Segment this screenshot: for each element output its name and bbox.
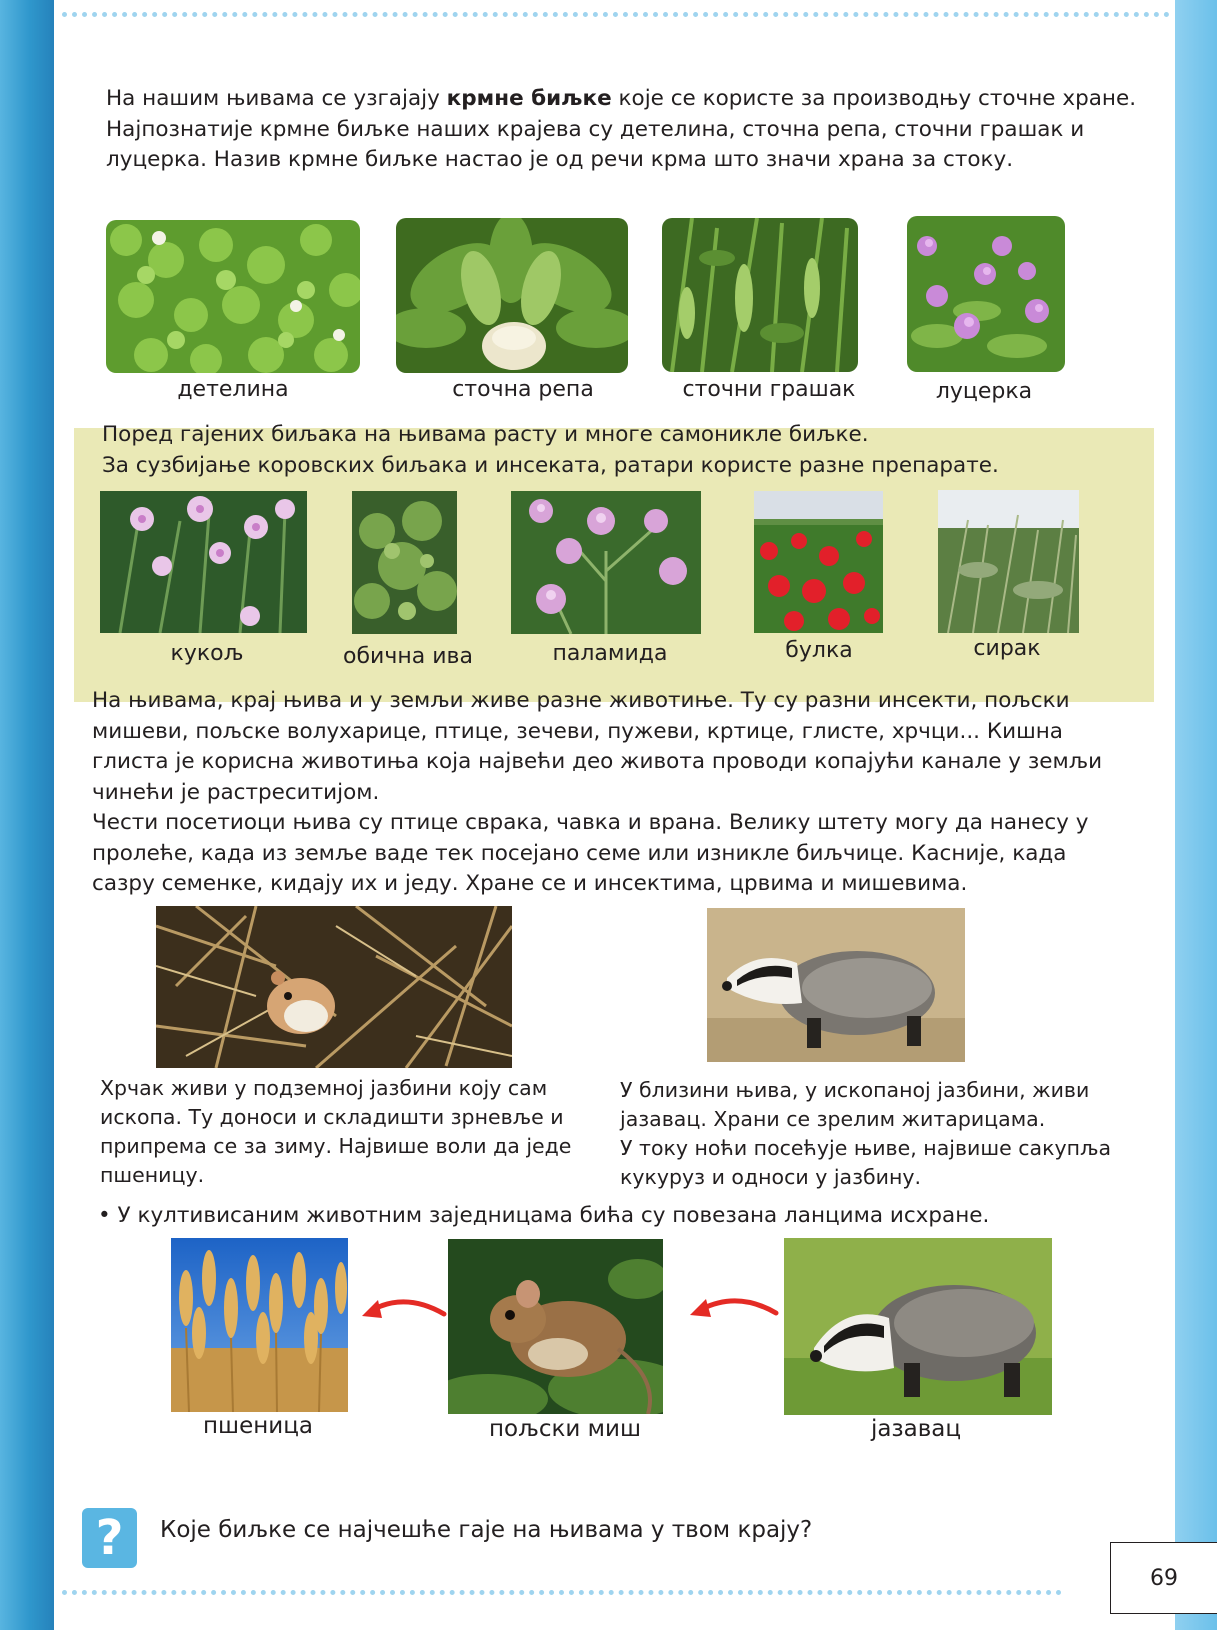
badger-description (620, 1076, 1111, 1192)
animals-line-4: чинећи је растреситијом. (92, 779, 380, 805)
arrow-mouse-to-wheat-icon (356, 1288, 448, 1328)
caption-willow: обична ива (343, 644, 473, 669)
intro-line-3: луцерка. Назив крмне биљке настао је од речи крма што значи храна за стоку. (106, 147, 1014, 172)
hamster-description (100, 1074, 571, 1190)
clover-photo (106, 220, 360, 373)
animals-paragraph (92, 686, 1102, 900)
question (160, 1515, 812, 1546)
badger-photo (707, 908, 965, 1062)
caption-wheat: пшеница (203, 1413, 313, 1439)
caption-fodder-pea: сточни грашак (682, 377, 856, 402)
badger-line-2: јазавац. Храни се зрелим житарицама. (620, 1107, 1046, 1131)
intro-line-1: На нашим њивама се узгајају крмне биљке које се користе за производњу сточне хране. (106, 86, 1137, 111)
animals-line-2: мишеви, пољске волухарице, птице, зечеви, пужеви, кртице, глисте, хрчци... Кишна (92, 718, 1063, 744)
poppy-photo (754, 491, 883, 633)
caption-field-mouse: пољски миш (488, 1416, 642, 1442)
caption-fodder-beet: сточна репа (452, 377, 594, 402)
weeds-intro (102, 420, 999, 481)
intro-line-2: Најпознатије крмне биљке наших крајева су детелина, сточна репа, сточни грашак и (106, 116, 1085, 142)
willow-photo (352, 491, 457, 634)
alfalfa-photo (907, 216, 1065, 372)
animals-line-1: На њивама, крај њива и у земљи живе разне животиње. Ту су разни инсекти, пољски (92, 688, 1070, 713)
question-mark-icon: ? (82, 1508, 137, 1568)
caption-thistle: паламида (552, 641, 668, 666)
caption-sorghum: сирак (973, 636, 1041, 661)
caption-badger: јазавац (870, 1416, 962, 1442)
left-margin-bar (0, 0, 54, 1630)
animals-line-7: сазру семенке, кидају их и једу. Хране се и инсектима, црвима и мишевима. (92, 871, 968, 896)
hamster-line-3: припрема се за зиму. Највише воли да једе (100, 1134, 572, 1158)
sorghum-photo (938, 490, 1079, 633)
weeds-line-2: За сузбијање коровских биљака и инсеката, ратари користе разне препарате. (102, 452, 999, 478)
caption-corncockle: кукољ (170, 641, 244, 666)
wheat-photo (171, 1238, 348, 1412)
intro-paragraph (106, 84, 1136, 176)
hamster-line-2: ископа. Ту доноси и складишти зрневље и (100, 1105, 564, 1129)
animals-line-3: глиста је корисна животиња која највећи део живота проводи копајући канале у земљи (92, 749, 1103, 774)
caption-alfalfa: луцерка (935, 379, 1033, 404)
hamster-line-1: Хрчак живи у подземној јазбини коју сам (100, 1076, 548, 1100)
badger-line-1: У близини њива, у ископаној јазбини, живи (620, 1078, 1090, 1102)
food-chain-text: • У култивисаним животним заједницама бића су повезана ланцима исхране. (98, 1203, 990, 1228)
hamster-photo (156, 906, 512, 1068)
bottom-dotted-border (62, 1590, 1062, 1595)
thistle-photo (511, 491, 701, 634)
fodder-pea-photo (662, 218, 858, 372)
intro-bold-term: крмне биљке (446, 86, 612, 111)
badger-line-3: У току ноћи посећује њиве, највише сакупља (620, 1136, 1112, 1160)
caption-poppy: булка (785, 638, 853, 663)
badger-line-4: кукуруз и односи у јазбину. (620, 1165, 922, 1189)
page-number: 69 (1110, 1542, 1217, 1614)
corncockle-photo (100, 491, 307, 633)
field-mouse-photo (448, 1239, 663, 1414)
weeds-line-1: Поред гајених биљака на њивама расту и многе самоникле биљке. (102, 422, 869, 447)
question-text: Које биљке се најчешће гаје на њивама у твом крају? (160, 1517, 813, 1543)
animals-line-5: Чести посетиоци њива су птице сврака, чавка и врана. Велику штету могу да нанесу у (92, 810, 1089, 835)
hamster-line-4: пшеницу. (100, 1163, 205, 1187)
arrow-badger-to-mouse-icon (684, 1287, 780, 1327)
fodder-beet-photo (396, 218, 628, 373)
right-margin-bar (1175, 0, 1217, 1630)
food-chain-bullet (98, 1201, 989, 1232)
animals-line-6: пролеће, када из земље ваде тек посејано семе или изникле биљчице. Касније, када (92, 840, 1067, 866)
badger-chain-photo (784, 1238, 1052, 1415)
caption-clover: детелина (177, 377, 289, 402)
top-dotted-border (62, 12, 1170, 17)
